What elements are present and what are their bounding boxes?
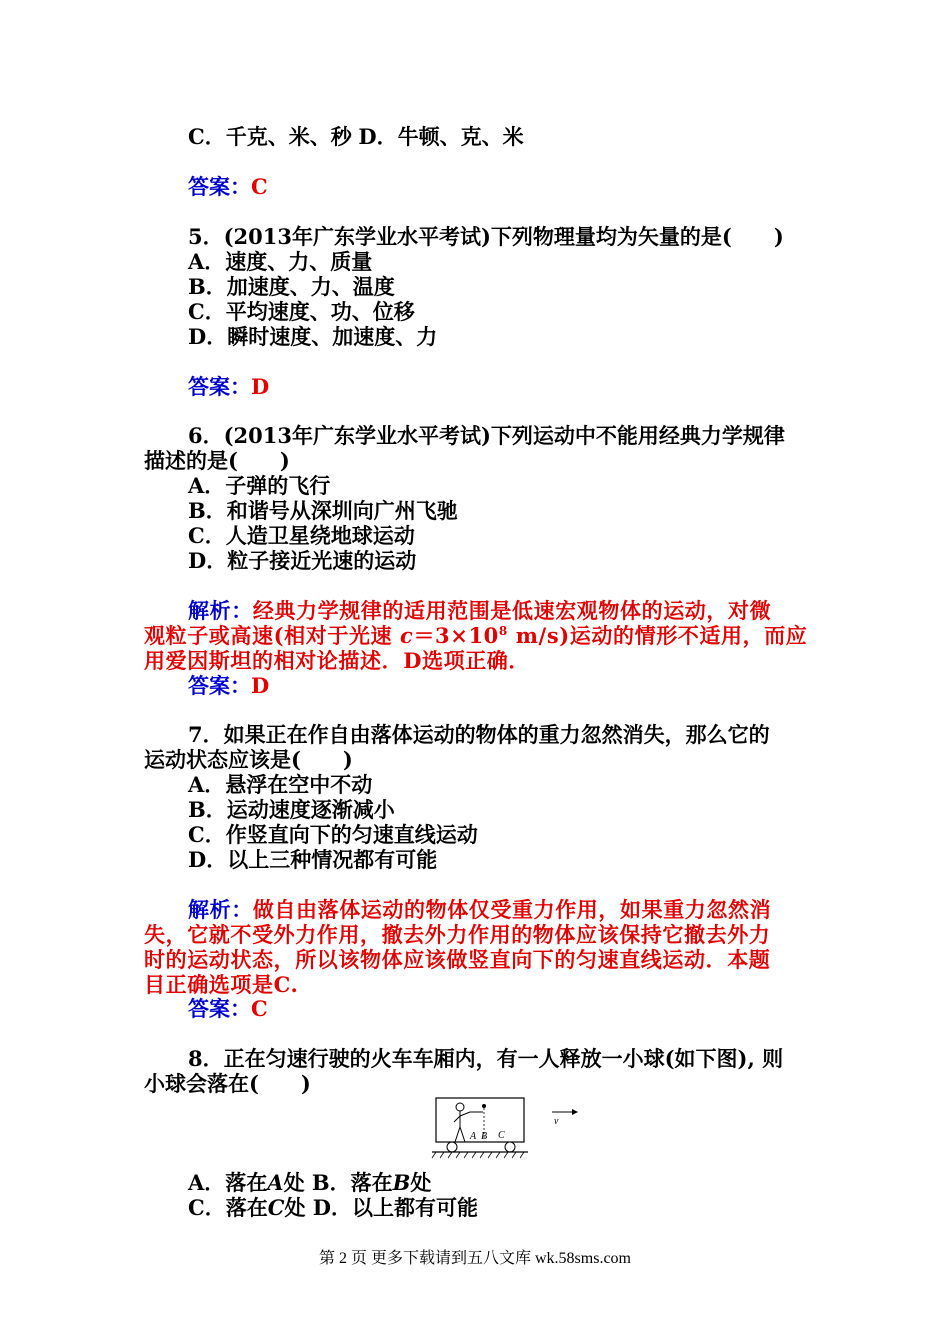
- q4-option-c: C．千克、米、秒: [188, 124, 352, 149]
- answer-label: 答案：: [188, 996, 251, 1021]
- explanation-6-line1: 解析：经典力学规律的适用范围是低速宏观物体的运动，对微: [188, 598, 772, 623]
- ground-hatching: [432, 1152, 524, 1158]
- label-c: C: [498, 1130, 505, 1141]
- explanation-7-line2: 失，它就不受外力作用，撤去外力作用的物体应该保持它撤去外力: [144, 922, 771, 947]
- answer-4: [188, 174, 268, 199]
- label-a: A: [470, 1131, 477, 1142]
- label-v: v: [554, 1116, 559, 1127]
- q6-stem-line1: 6．(2013年广东学业水平考试)下列运动中不能用经典力学规律: [188, 423, 785, 448]
- wheel-right: [505, 1142, 515, 1152]
- q5-stem: 5．(2013年广东学业水平考试)下列物理量均为矢量的是( ): [188, 224, 784, 249]
- q4-option-c-line: [188, 124, 524, 150]
- q4-option-d: D．牛顿、克、米: [358, 124, 524, 149]
- q6-option-b: B．和谐号从深圳向广州飞驰: [188, 498, 458, 523]
- q7-option-c: C．作竖直向下的匀速直线运动: [188, 822, 478, 847]
- q6-option-d: D．粒子接近光速的运动: [188, 548, 417, 573]
- q8-option-b: B．落在B处: [311, 1170, 432, 1195]
- q6-option-c: C．人造卫星绕地球运动: [188, 523, 415, 548]
- answer-7: [188, 996, 268, 1021]
- label-b: B: [481, 1131, 488, 1142]
- velocity-arrowhead: [572, 1109, 578, 1115]
- q5-option-b: B．加速度、力、温度: [188, 274, 395, 299]
- answer-value: D: [251, 374, 270, 399]
- explanation-6-line2: 观粒子或高速(相对于光速 $c=3\times 10^8$ m/s)运动的情形不适用，而应: [144, 623, 808, 648]
- answer-5: [188, 374, 269, 399]
- q8-options-ab: [188, 1170, 431, 1195]
- train-car-figure: [430, 1094, 580, 1162]
- q8-stem-line1: 8．正在匀速行驶的火车车厢内，有一人释放一小球(如下图), 则: [188, 1046, 784, 1071]
- explanation-label: 解析：: [188, 897, 253, 922]
- q7-stem-line2: 运动状态应该是( ): [144, 747, 353, 772]
- q8-option-c: C．落在C处: [188, 1195, 306, 1220]
- q5-option-d: D．瞬时速度、加速度、力: [188, 324, 438, 349]
- page-footer: 第 2 页 更多下载请到五八文库 wk.58sms.com: [318, 1250, 631, 1267]
- q7-stem-line1: 7．如果正在作自由落体运动的物体的重力忽然消失，那么它的: [188, 722, 770, 747]
- answer-label: 答案：: [188, 374, 251, 399]
- q8-options-cd: [188, 1195, 478, 1220]
- q6-option-a: A．子弹的飞行: [188, 473, 331, 498]
- person-figure: [454, 1103, 470, 1142]
- answer-6: [188, 673, 269, 698]
- explanation-7-line1: 解析：做自由落体运动的物体仅受重力作用，如果重力忽然消: [188, 897, 772, 922]
- q6-stem-line2: 描述的是( ): [144, 448, 290, 473]
- explanation-6-line3: 用爱因斯坦的相对论描述．D选项正确．: [144, 648, 531, 673]
- q8-option-a: A．落在A处: [188, 1170, 305, 1195]
- q7-option-b: B．运动速度逐渐减小: [188, 797, 395, 822]
- answer-value: C: [251, 996, 268, 1021]
- q7-option-d: D．以上三种情况都有可能: [188, 847, 438, 872]
- q7-option-a: A．悬浮在空中不动: [188, 772, 373, 797]
- q8-option-d: D．以上都有可能: [312, 1195, 478, 1220]
- answer-label: 答案：: [188, 174, 251, 199]
- wheel-left: [447, 1142, 457, 1152]
- explanation-7-line4: 目正确选项是C.: [144, 972, 299, 997]
- explanation-label: 解析：: [188, 598, 253, 623]
- answer-value: C: [251, 174, 268, 199]
- ball: [482, 1104, 486, 1108]
- q8-stem-line2: 小球会落在( ): [144, 1071, 311, 1096]
- q5-option-a: A．速度、力、质量: [188, 249, 373, 274]
- explanation-7-line3: 时的运动状态，所以该物体应该做竖直向下的匀速直线运动．本题: [144, 947, 771, 972]
- answer-label: 答案：: [188, 673, 251, 698]
- answer-value: D: [251, 673, 270, 698]
- q5-option-c: C．平均速度、功、位移: [188, 299, 415, 324]
- train-car-body: [436, 1098, 524, 1142]
